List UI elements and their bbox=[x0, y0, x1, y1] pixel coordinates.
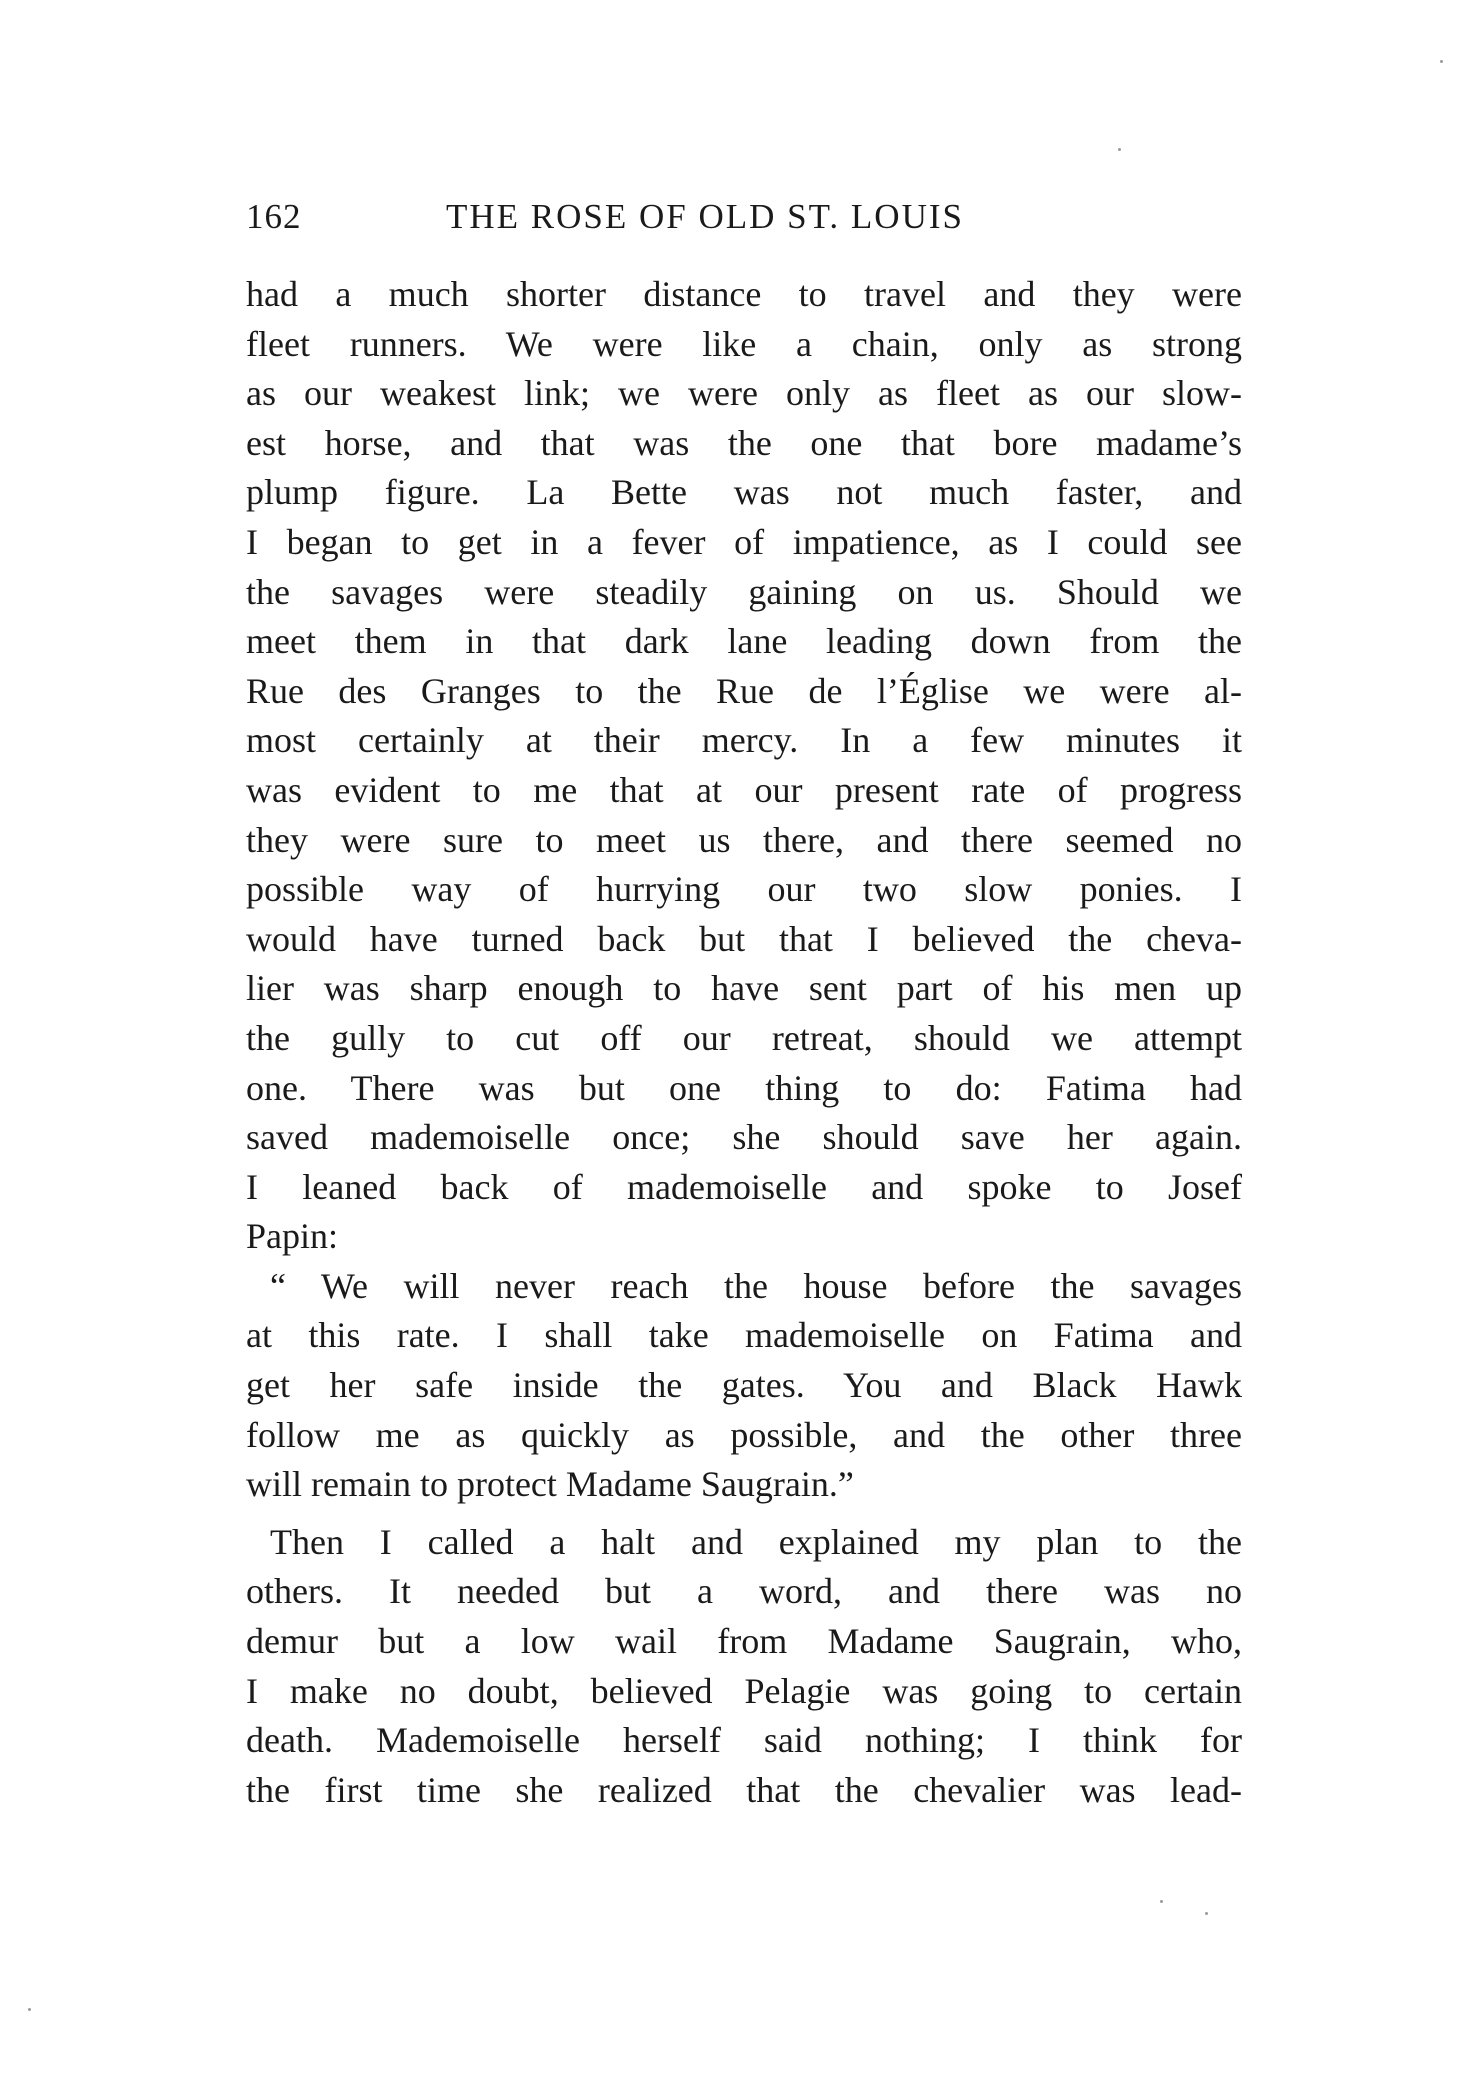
text-line: the first time she realized that the chevalier was lead- bbox=[246, 1769, 1242, 1810]
text-line: would have turned back but that I believed the cheva- bbox=[246, 918, 1242, 959]
text-line: plump figure. La Bette was not much faster, and bbox=[246, 472, 1242, 513]
scan-speck bbox=[1118, 148, 1121, 151]
paragraph bbox=[246, 270, 1242, 1262]
scan-speck bbox=[1205, 1912, 1208, 1915]
text-line: meet them in that dark lane leading down from the bbox=[246, 621, 1242, 662]
text-line: most certainly at their mercy. In a few minutes it bbox=[246, 720, 1242, 761]
text-line: Papin: bbox=[246, 1216, 339, 1257]
scan-speck bbox=[1160, 1900, 1163, 1903]
text-line: they were sure to meet us there, and there seemed no bbox=[246, 819, 1242, 860]
text-line: demur but a low wail from Madame Saugrain, who, bbox=[246, 1621, 1242, 1662]
page-header bbox=[246, 192, 1246, 242]
text-line: at this rate. I shall take mademoiselle on Fatima and bbox=[246, 1315, 1242, 1356]
running-title: THE ROSE OF OLD ST. LOUIS bbox=[446, 197, 964, 236]
text-line: the savages were steadily gaining on us. Should we bbox=[246, 571, 1242, 612]
text-line: I leaned back of mademoiselle and spoke to Josef bbox=[246, 1166, 1242, 1207]
text-line: Then I called a halt and explained my plan to the bbox=[270, 1521, 1242, 1562]
text-line: had a much shorter distance to travel and they were bbox=[246, 274, 1242, 314]
paragraph bbox=[246, 1262, 1242, 1510]
page-number: 162 bbox=[246, 197, 302, 236]
text-line: saved mademoiselle once; she should save her again. bbox=[246, 1117, 1242, 1158]
scan-speck bbox=[28, 2008, 31, 2011]
text-line: as our weakest link; we were only as fleet as our slow- bbox=[246, 373, 1242, 414]
text-line: death. Mademoiselle herself said nothing; I think for bbox=[246, 1720, 1242, 1761]
paragraph bbox=[246, 1518, 1242, 1816]
text-line: I began to get in a fever of impatience, as I could see bbox=[246, 521, 1242, 562]
text-line: the gully to cut off our retreat, should we attempt bbox=[246, 1017, 1242, 1058]
text-line: others. It needed but a word, and there was no bbox=[246, 1571, 1242, 1612]
text-line: possible way of hurrying our two slow ponies. I bbox=[246, 869, 1242, 910]
text-line: one. There was but one thing to do: Fatima had bbox=[246, 1067, 1242, 1108]
text-line: Rue des Granges to the Rue de l’Église we were al- bbox=[246, 670, 1242, 711]
text-line: “ We will never reach the house before the savages bbox=[270, 1265, 1242, 1306]
paragraph-gap bbox=[246, 1510, 1242, 1518]
text-line: lier was sharp enough to have sent part of his men up bbox=[246, 968, 1242, 1009]
text-line: will remain to protect Madame Saugrain.” bbox=[246, 1464, 854, 1505]
text-line: I make no doubt, believed Pelagie was going to certain bbox=[246, 1670, 1242, 1711]
scan-speck bbox=[1440, 60, 1443, 63]
text-line: est horse, and that was the one that bore madame’s bbox=[246, 422, 1242, 463]
body-text bbox=[246, 270, 1242, 1815]
text-line: was evident to me that at our present rate of progress bbox=[246, 769, 1242, 810]
text-line: follow me as quickly as possible, and the other three bbox=[246, 1414, 1242, 1455]
text-line: get her safe inside the gates. You and Black Hawk bbox=[246, 1365, 1242, 1406]
text-line: fleet runners. We were like a chain, only as strong bbox=[246, 323, 1242, 364]
